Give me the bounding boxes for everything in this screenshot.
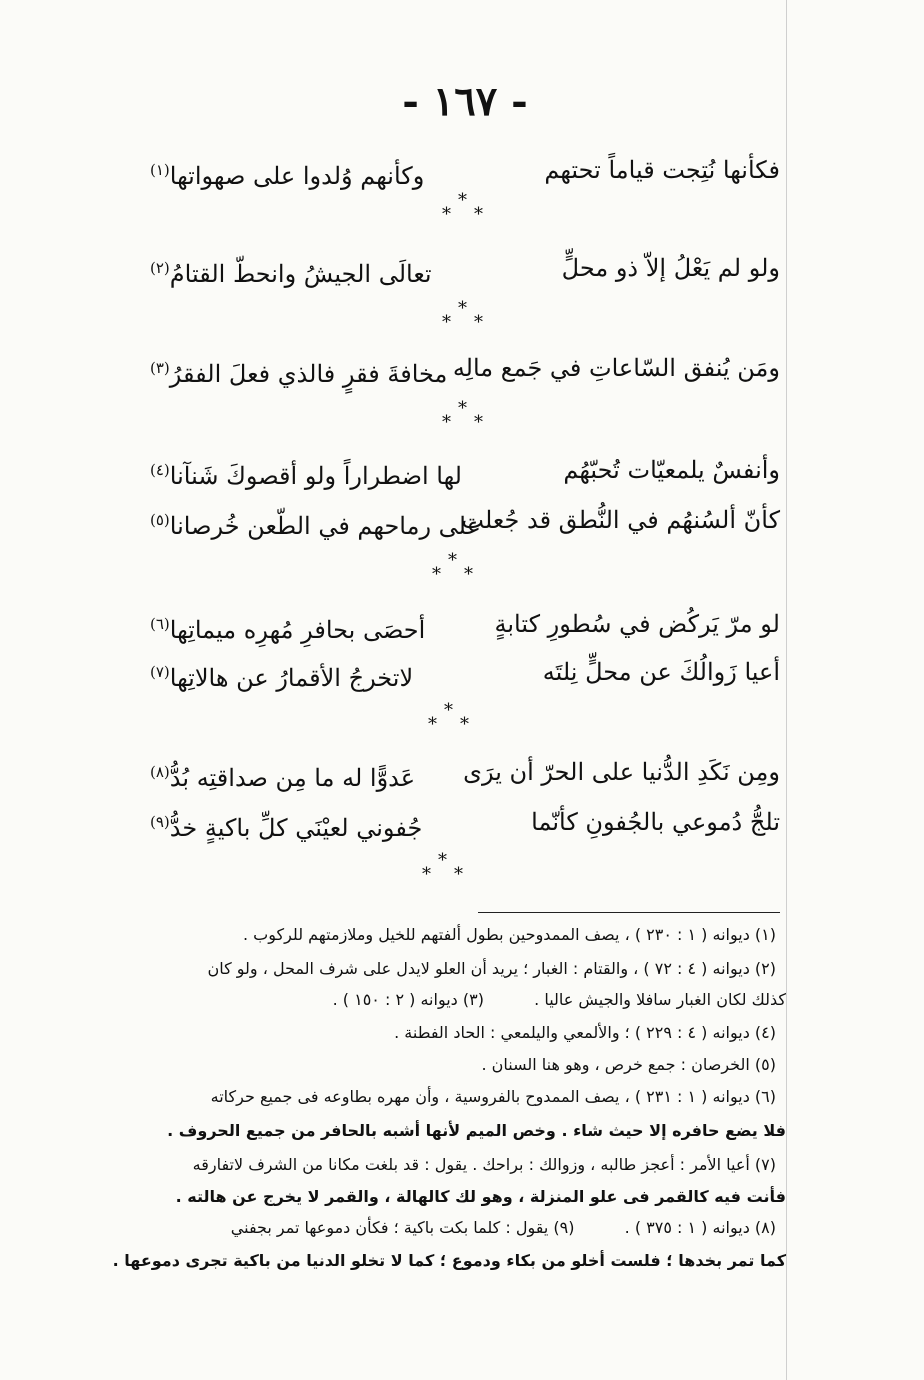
footnote-4: (٤) ديوانه ( ٤ : ٢٢٩ ) ؛ والألمعي واليلمعي : الحاد الفطنة . bbox=[394, 1023, 776, 1042]
verse-first-hemistich: فكأنها نُتِجت قياماً تحتهم bbox=[544, 156, 780, 184]
page-number: - ١٦٧ - bbox=[402, 78, 528, 125]
footnote-marker: (٦) bbox=[150, 615, 170, 633]
footnote-line-8 bbox=[231, 1218, 776, 1237]
footnote-marker: (٣) bbox=[150, 359, 170, 377]
verse-second-text: لها اضطراراً ولو أقصوكَ شَنآنا bbox=[169, 462, 462, 490]
verse-second-hemistich bbox=[150, 802, 422, 848]
verse-second-text: مخافةَ فقرٍ فالذي فعلَ الفقرُ bbox=[169, 360, 448, 388]
footnote-9: (٩) يقول : كلما بكت باكية ؛ فكأن دموعها تمر بجفني bbox=[230, 1218, 575, 1237]
footnote-2: (٢) ديوانه ( ٤ : ٧٢ ) ، والقتام : الغبار ؛ يريد أن العلو لايدل على شرف المحل ، ولو كان bbox=[207, 959, 776, 978]
section-separator: * * * bbox=[442, 298, 483, 333]
footnote-marker: (٩) bbox=[150, 813, 170, 831]
verse-second-text: تعالَى الجيشُ وانحطّ القتامُ bbox=[169, 260, 432, 288]
verse-second-hemistich bbox=[150, 150, 424, 196]
footnote-5: (٥) الخرصان : جمع خرص ، وهو هنا السنان . bbox=[481, 1055, 776, 1074]
section-separator: * * * bbox=[428, 700, 469, 735]
footnote-marker: (٥) bbox=[150, 511, 170, 529]
section-separator: * * * bbox=[442, 190, 483, 225]
footnote-2-continued: كذلك لكان الغبار سافلا والجيش عاليا . bbox=[534, 990, 786, 1009]
verse-second-hemistich bbox=[150, 348, 447, 394]
section-separator: * * * bbox=[432, 550, 473, 585]
verse-second-text: وكأنهم وُلدوا على صهواتها bbox=[169, 162, 425, 190]
verse-second-hemistich bbox=[150, 652, 413, 698]
footnote-marker: (٧) bbox=[150, 663, 170, 681]
footnote-marker: (٢) bbox=[150, 259, 170, 277]
verse-second-text: على رماحهم في الطّعن خُرصانا bbox=[169, 512, 481, 540]
verse-first-hemistich: أعيا زَوالُكَ عن محلٍّ نِلتَه bbox=[542, 658, 780, 686]
footnote-marker: (٨) bbox=[150, 763, 170, 781]
footnote-6: (٦) ديوانه ( ١ : ٢٣١ ) ، يصف الممدوح بالفروسية ، وأن مهره بطاوعه فى جميع حركاته bbox=[210, 1087, 776, 1106]
footnote-7-continued: فأنت فيه كالقمر فى علو المنزلة ، وهو لك كالهالة ، والقمر لا يخرج عن هالته . bbox=[175, 1187, 786, 1206]
footnote-marker: (٤) bbox=[150, 461, 170, 479]
verse-first-hemistich: كأنّ ألسُنهُم في النُّطق قد جُعلت bbox=[461, 506, 780, 534]
footnote-line-3 bbox=[333, 990, 786, 1009]
verse-second-hemistich bbox=[150, 450, 462, 496]
page-edge-line bbox=[786, 0, 787, 1380]
verse-second-hemistich bbox=[150, 500, 481, 546]
verse-second-text: لاتخرجُ الأقمارُ عن هالاتِها bbox=[169, 664, 414, 692]
footnote-1: (١) ديوانه ( ١ : ٢٣٠ ) ، يصف الممدوحين بطول ألفتهم للخيل وملازمتهم للركوب . bbox=[242, 925, 776, 944]
verse-first-hemistich: ومَن يُنفق السّاعاتِ في جَمع مالِه bbox=[452, 354, 780, 382]
verse-first-hemistich: وأنفسٌ يلمعيّات تُحبّهُم bbox=[563, 456, 780, 484]
verse-second-text: عَدوًّا له ما مِن صداقتِه بُدُّ bbox=[169, 764, 416, 792]
verse-first-hemistich: ومِن نَكَدِ الدُّنيا على الحرّ أن يرَى bbox=[463, 758, 780, 786]
footnote-rule bbox=[478, 912, 780, 913]
section-separator: * * * bbox=[422, 850, 463, 885]
verse-second-text: أحصَى بحافرِ مُهرِه ميماتِها bbox=[169, 616, 426, 644]
verse-second-hemistich bbox=[150, 248, 432, 294]
section-separator: * * * bbox=[442, 398, 483, 433]
footnote-7: (٧) أعيا الأمر : أعجز طالبه ، وزوالك : براحك . يقول : قد بلغت مكانا من الشرف لاتفارقه bbox=[192, 1155, 776, 1174]
verse-first-hemistich: ولو لم يَعْلُ إلاّ ذو محلٍّ bbox=[561, 254, 780, 282]
footnote-8: (٨) ديوانه ( ١ : ٣٧٥ ) . bbox=[624, 1218, 776, 1237]
footnote-9-continued: كما تمر بخدها ؛ فلست أخلو من بكاء ودموع ؛ كما لا تخلو الدنيا من باكية تجرى دموعها . bbox=[112, 1251, 786, 1270]
verse-second-hemistich bbox=[150, 604, 425, 650]
verse-first-hemistich: تلجُّ دُموعي بالجُفونِ كأنّما bbox=[531, 808, 780, 836]
verse-second-text: جُفوني لعيْنَي كلِّ باكيةٍ خدُّ bbox=[169, 814, 423, 842]
footnote-marker: (١) bbox=[150, 161, 170, 179]
footnote-3: (٣) ديوانه ( ٢ : ١٥٠ ) . bbox=[332, 990, 484, 1009]
footnote-6-continued: فلا يضع حافره إلا حيث شاء . وخص الميم لأنها أشبه بالحافر من جميع الحروف . bbox=[167, 1121, 786, 1140]
verse-first-hemistich: لو مرّ يَركُض في سُطورِ كتابةٍ bbox=[494, 610, 780, 638]
verse-second-hemistich bbox=[150, 752, 415, 798]
